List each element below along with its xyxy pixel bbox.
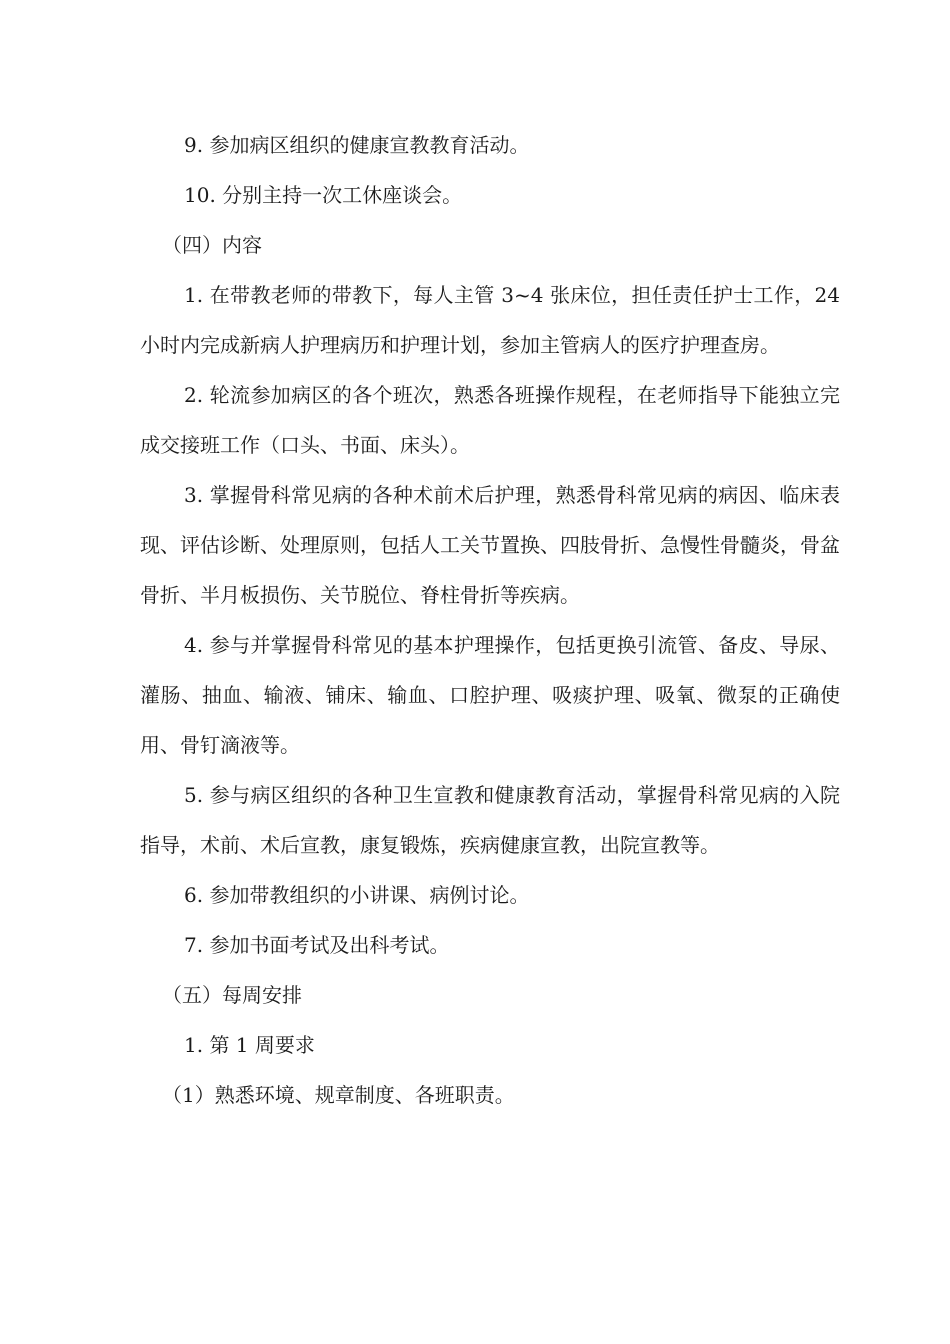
section-heading-weekly: （五）每周安排	[162, 983, 302, 1007]
list-item-9: 9. 参加病区组织的健康宣教教育活动。	[184, 133, 530, 157]
weekly-subitem-1: （1）熟悉环境、规章制度、各班职责。	[162, 1083, 515, 1107]
content-item-4: 4. 参与并掌握骨科常见的基本护理操作，包括更换引流管、备皮、导尿、灌肠、抽血、输液、铺床、输血、口腔护理、吸痰护理、吸氧、微泵的正确使用、骨钉滴液等。	[140, 633, 840, 757]
content-item-7: 7. 参加书面考试及出科考试。	[184, 933, 450, 957]
content-item-2: 2. 轮流参加病区的各个班次，熟悉各班操作规程，在老师指导下能独立完成交接班工作（口头、书面、床头）。	[140, 383, 840, 457]
content-item-6: 6. 参加带教组织的小讲课、病例讨论。	[184, 883, 530, 907]
section-heading-content: （四）内容	[162, 233, 262, 257]
content-item-5: 5. 参与病区组织的各种卫生宣教和健康教育活动，掌握骨科常见病的入院指导，术前、术后宣教，康复锻炼，疾病健康宣教，出院宣教等。	[140, 783, 840, 857]
list-item-10: 10. 分别主持一次工休座谈会。	[184, 183, 463, 207]
content-item-3: 3. 掌握骨科常见病的各种术前术后护理，熟悉骨科常见病的病因、临床表现、评估诊断、处理原则，包括人工关节置换、四肢骨折、急慢性骨髓炎，骨盆骨折、半月板损伤、关节脱位、脊柱骨折等疾病。	[140, 483, 840, 607]
content-item-1: 1. 在带教老师的带教下，每人主管 3~4 张床位，担任责任护士工作，24 小时内完成新病人护理病历和护理计划，参加主管病人的医疗护理查房。	[140, 283, 840, 357]
document-body	[140, 120, 840, 1120]
weekly-item-1: 1. 第 1 周要求	[184, 1033, 315, 1057]
